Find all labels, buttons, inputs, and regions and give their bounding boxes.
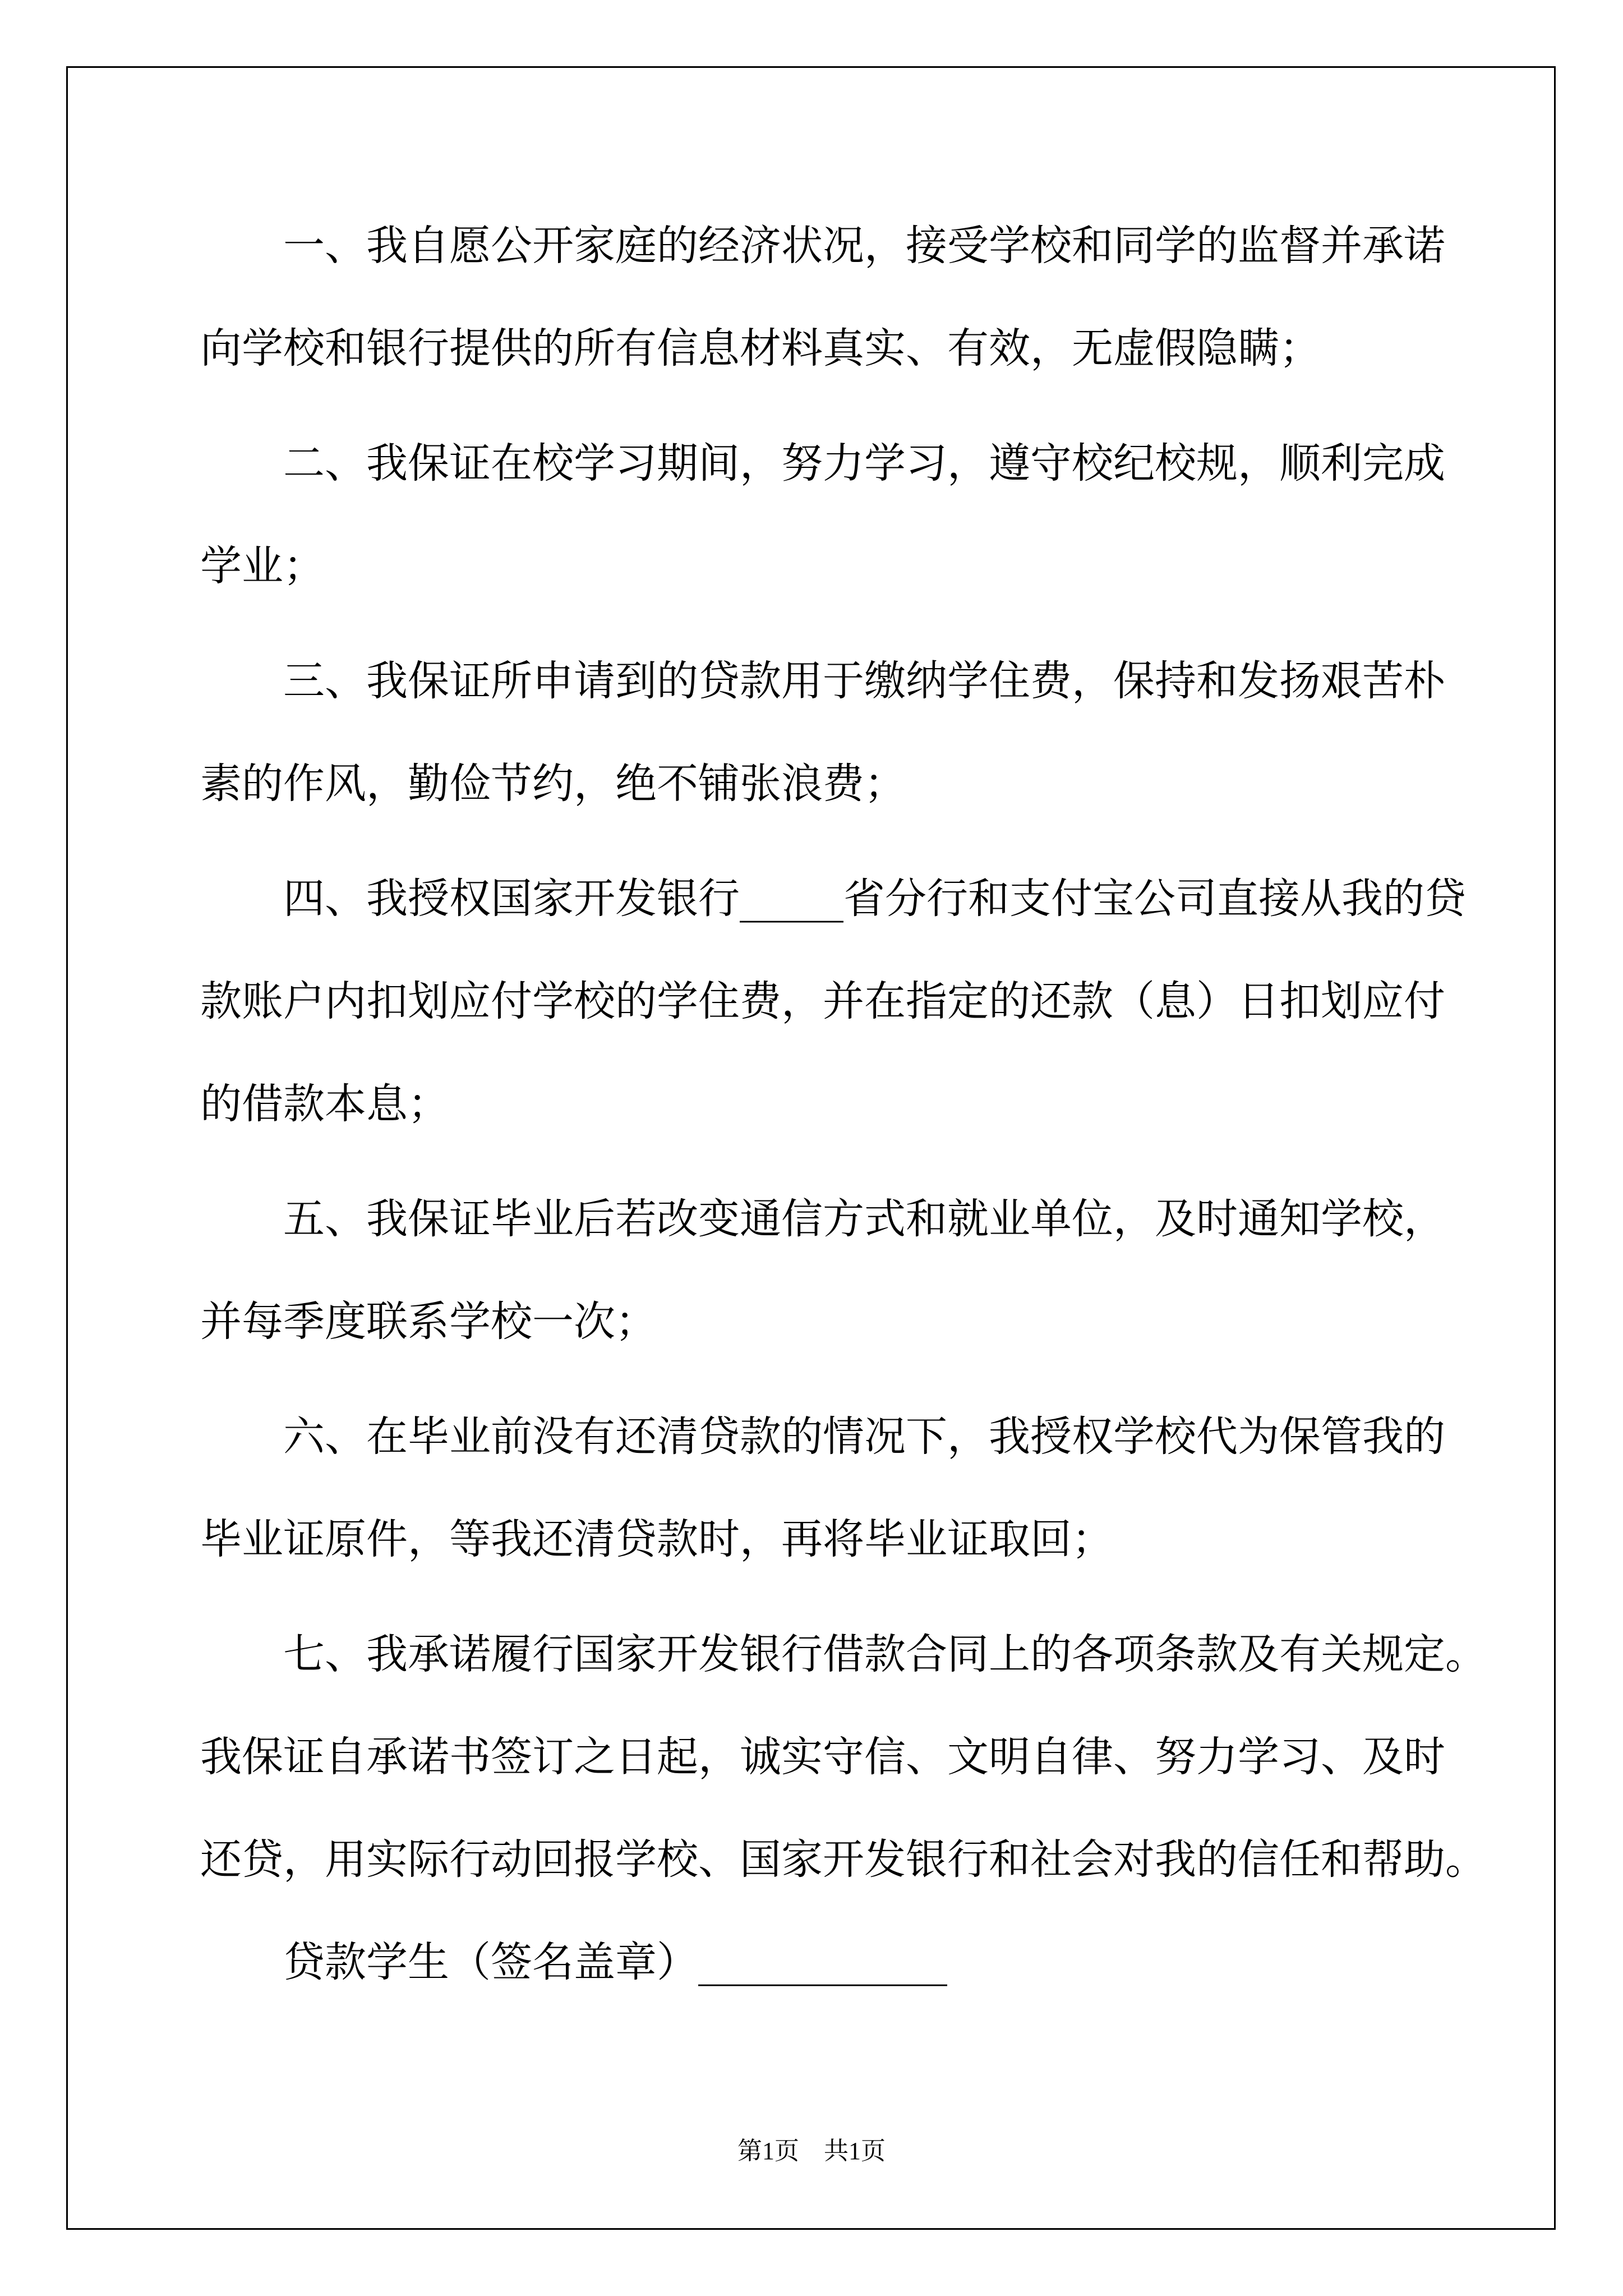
clause-7-line-2: 我保证自承诺书签订之日起，诚实守信、文明自律、努力学习、及时 [200, 1733, 1445, 1781]
page-border [66, 66, 1556, 2230]
clause-3-line-1: 三、我保证所申请到的贷款用于缴纳学住费，保持和发扬艰苦朴 [283, 657, 1445, 705]
clause-6-line-1: 六、在毕业前没有还清贷款的情况下，我授权学校代为保管我的 [283, 1412, 1445, 1461]
clause-4-line-3: 的借款本息； [200, 1080, 449, 1128]
clause-5-line-1: 五、我保证毕业后若改变通信方式和就业单位，及时通知学校， [283, 1195, 1445, 1243]
clause-2-line-1: 二、我保证在校学习期间，努力学习，遵守校纪校规，顺利完成 [283, 439, 1445, 487]
clause-4-line-2: 款账户内扣划应付学校的学住费，并在指定的还款（息）日扣划应付 [200, 977, 1445, 1025]
clause-7-line-1: 七、我承诺履行国家开发银行借款合同上的各项条款及有关规定。 [283, 1630, 1487, 1678]
signature-line: 贷款学生（签名盖章）____________ [283, 1938, 947, 1986]
clause-1-line-2: 向学校和银行提供的所有信息材料真实、有效，无虚假隐瞒； [200, 324, 1321, 372]
clause-5-line-2: 并每季度联系学校一次； [200, 1297, 657, 1346]
clause-1-line-1: 一、我自愿公开家庭的经济状况，接受学校和同学的监督并承诺 [283, 222, 1445, 270]
page-number-footer: 第1页 共1页 [737, 2137, 886, 2165]
clause-6-line-2: 毕业证原件，等我还清贷款时，再将毕业证取回； [200, 1515, 1113, 1563]
clause-7-line-3: 还贷，用实际行动回报学校、国家开发银行和社会对我的信任和帮助。 [200, 1835, 1487, 1884]
clause-3-line-2: 素的作风，勤俭节约，绝不铺张浪费； [200, 760, 906, 808]
clause-4-line-1: 四、我授权国家开发银行_____省分行和支付宝公司直接从我的贷 [283, 875, 1466, 923]
clause-2-line-2: 学业； [200, 542, 325, 590]
